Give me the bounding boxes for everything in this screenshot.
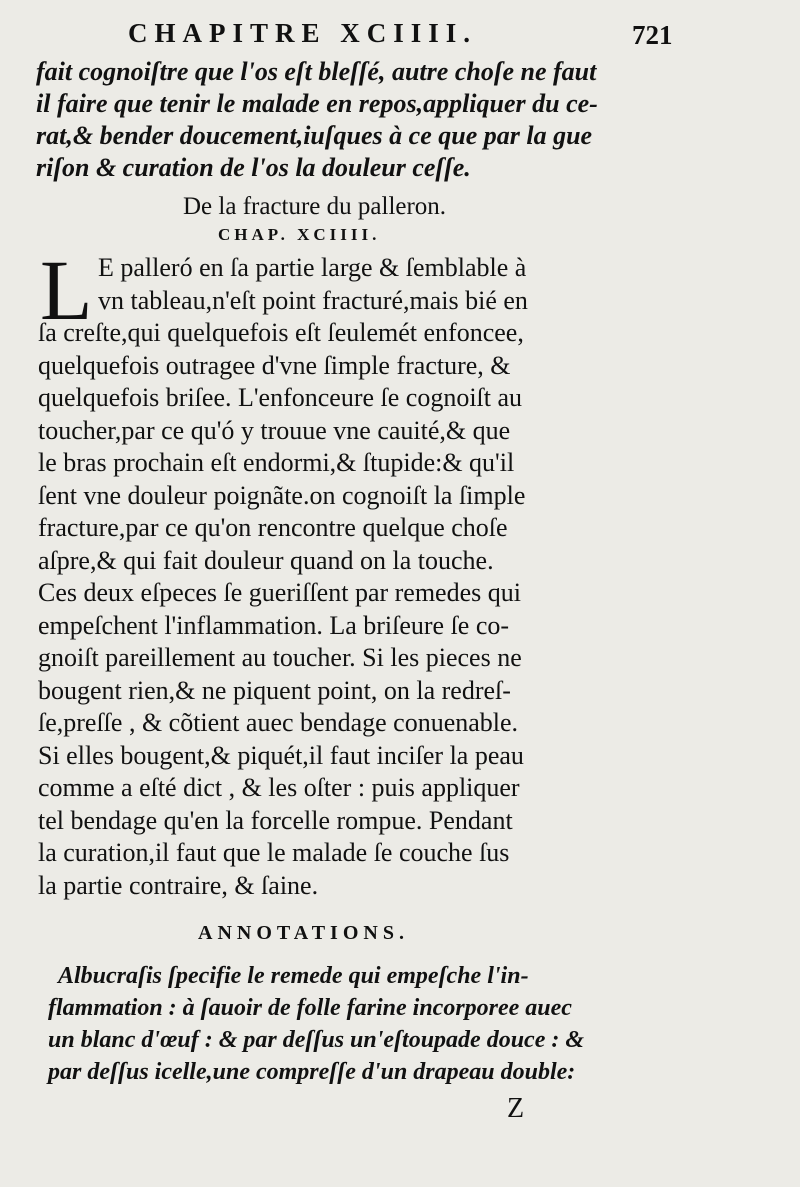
- drop-cap: L: [40, 242, 93, 338]
- text-line: riſon & curation de l'os la douleur ceſſe.: [36, 153, 471, 182]
- text-line: fait cognoiſtre que l'os eſt bleſſé, autre choſe ne faut: [36, 57, 597, 86]
- annotations-body: [48, 960, 638, 1088]
- chapter-body: [38, 242, 638, 902]
- text-line: toucher,par ce qu'ó y trouue vne cauité,& que: [38, 415, 511, 445]
- text-line: tel bendage qu'en la forcelle rompue. Pendant: [38, 805, 513, 835]
- annotations-heading: ANNOTATIONS.: [198, 922, 409, 944]
- chapter-title: De la fracture du palleron.: [183, 193, 447, 220]
- text-line: quelquefois outragee d'vne ſimple fracture, &: [38, 350, 511, 380]
- text-line: par deſſus icelle,une compreſſe d'un drapeau double:: [48, 1059, 576, 1085]
- text-line: la curation,il faut que le malade ſe couche ſus: [38, 838, 510, 867]
- chapter-label: CHAP. XCIIII.: [218, 225, 381, 244]
- text-line: flammation : à ſauoir de folle farine incorporee auec: [48, 995, 572, 1021]
- text-line: un blanc d'œuf : & par deſſus un'eſtoupade douce : &: [48, 1027, 585, 1053]
- text-line: Si elles bougent,& piquét,il faut inciſer la peau: [38, 740, 524, 770]
- text-line: il faire que tenir le malade en repos,appliquer du ce-: [36, 89, 598, 118]
- text-line: gnoiſt pareillement au toucher. Si les pieces ne: [38, 643, 522, 672]
- continuation-paragraph: [36, 56, 636, 184]
- text-line: empeſchent l'inflammation. La briſeure ſe co-: [38, 610, 510, 640]
- text-line: fracture,par ce qu'on rencontre quelque choſe: [38, 513, 508, 542]
- text-line: aſpre,& qui fait douleur quand on la touche.: [38, 545, 494, 575]
- text-line: la partie contraire, & ſaine.: [38, 870, 319, 900]
- text-line: quelquefois briſee. L'enfonceure ſe cognoiſt au: [38, 383, 523, 412]
- page-header: [0, 18, 800, 58]
- text-line: le bras prochain eſt endormi,& ſtupide:& qu'il: [38, 448, 515, 477]
- text-line: rat,& bender doucement,iuſques à ce que par la gue: [36, 121, 593, 150]
- page-number: 721: [632, 20, 673, 50]
- text-line: ſent vne douleur poignãte.on cognoiſt la ſimple: [38, 480, 526, 510]
- text-line: comme a eſté dict , & les oſter : puis appliquer: [38, 773, 520, 802]
- text-line: E palleró en ſa partie large & ſemblable à: [98, 253, 527, 282]
- text-line: ſe,preſſe , & cõtient auec bendage conuenable.: [38, 708, 519, 737]
- text-line: ſa creſte,qui quelquefois eſt ſeulemét enfoncee,: [38, 318, 524, 347]
- text-line: Ces deux eſpeces ſe gueriſſent par remedes qui: [38, 578, 521, 607]
- text-line: bougent rien,& ne piquent point, on la redreſ-: [38, 675, 511, 705]
- signature-mark: Z: [507, 1093, 525, 1124]
- text-line: Albucraſis ſpecifie le remede qui empeſche l'in-: [58, 963, 529, 989]
- running-head: CHAPITRE XCIIII.: [128, 18, 478, 48]
- text-line: vn tableau,n'eſt point fracturé,mais bié en: [98, 285, 528, 315]
